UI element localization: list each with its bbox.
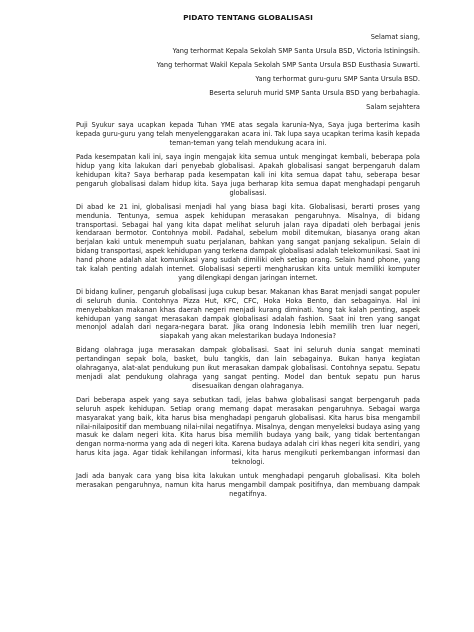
paragraph-transport-telecom: Di abad ke 21 ini, globalisasi menjadi hal yang biasa bagi kita. Globalisasi, berarti proses yang mendunia. Tentunya, semua aspek kehidupan merasakan pengaruhnya. Misalnya, di bidang transportasi. Sebagai hal yang kita dapat melihat seluruh jalan raya dipadati oleh berbagai jenis kendaraan bermotor. Contohnya mobil. Padahal, sebelum mobil ditemukan, biasanya orang akan berjalan kaki untuk menempuh suatu perjalanan, bahkan yang sangat panjang sekalipun. Selain di bidang transportasi, aspek kehidupan yang terkena dampak globalisasi adalah telekomunikasi. Saat ini hand phone adalah alat komunikasi yang sudah dimiliki oleh setiap orang. Selain hand phone, yang tak kalah penting adalah internet. Globalisasi seperti mengharuskan kita untuk memiliki komputer yang dilengkapi dengan jaringan internet. bbox=[76, 202, 420, 282]
paragraph-opening: Puji Syukur saya ucapkan kepada Tuhan YME atas segala karunia-Nya, Saya juga berterima kasih kepada guru-guru yang telah menyelenggarakan acara ini. Tak lupa saya ucapkan terima kasih kepada teman-teman yang telah mendukung acara ini. bbox=[76, 121, 420, 148]
paragraph-culinary-fashion: Di bidang kuliner, pengaruh globalisasi juga cukup besar. Makanan khas Barat menjadi sangat populer di seluruh dunia. Contohnya Pizza Hut, KFC, CFC, Hoka Hoka Bento, dan sebagainya. Hal ini menyebabkan makanan khas daerah negeri menjadi kurang diminati. Yang tak kalah penting, aspek kehidupan yang sangat merasakan dampak globalisasi adalah fashion. Saat ini tren yang sangat menonjol adalah dari negara-negara barat. Jika orang Indonesia lebih memilih tren luar negeri, siapakah yang akan melestarikan budaya Indonesia? bbox=[76, 287, 420, 341]
paragraph-response: Dari beberapa aspek yang saya sebutkan tadi, jelas bahwa globalisasi sangat berpengaruh pada seluruh aspek kehidupan. Setiap orang memang dapat merasakan pengaruhnya. Sebagai warga masyarakat yang baik, kita harus bisa menghadapi pengaruh globalisasi. Kita harus bisa mengambil nilai-nilaipositif dan membuang nilai-nilai negatifnya. Misalnya, dengan menyeleksi budaya asing yang masuk ke dalam negeri kita. Kita harus bisa memilih budaya yang baik, yang tidak bertentangan dengan norma-norma yang ada di negeri kita. Karena budaya adalah ciri khas negeri kita sendiri, yang harus kita jaga. Agar tidak kehilangan informasi, kita harus mengikuti perkembangan informasi dan teknologi. bbox=[76, 395, 420, 467]
address-students: Beserta seluruh murid SMP Santa Ursula BSD yang berbahagia. bbox=[209, 88, 420, 97]
document-title: PIDATO TENTANG GLOBALISASI bbox=[183, 13, 313, 22]
address-principal: Yang terhormat Kepala Sekolah SMP Santa Ursula BSD, Victoria Istiningsih. bbox=[172, 46, 420, 55]
paragraph-introduction: Pada kesempatan kali ini, saya ingin mengajak kita semua untuk mengingat kembali, beberapa pola hidup yang kita lakukan dari penyebab globalisasi. Apakah globalisasi sangat berpengaruh dalam kehidupan kita? Saya berharap pada kesempatan kali ini kita semua dapat tahu, seberapa besar pengaruh globalisasi dalam hidup kita. Saya juga berharap kita semua dapat menghadapi pengaruh globalisasi. bbox=[76, 153, 420, 197]
address-vice-principal: Yang terhormat Wakil Kepala Sekolah SMP Santa Ursula BSD Eusthasia Suwarti. bbox=[156, 60, 420, 69]
paragraph-conclusion: Jadi ada banyak cara yang bisa kita lakukan untuk menghadapi pengaruh globalisasi. Kita boleh merasakan pengaruhnya, namun kita harus mengambil dampak positifnya, dan membuang dampak negatifnya. bbox=[76, 472, 420, 498]
salam-sejahtera: Salam sejahtera bbox=[366, 102, 420, 111]
speech-document bbox=[76, 13, 420, 504]
greeting: Selamat siang, bbox=[370, 33, 420, 41]
address-teachers: Yang terhormat guru-guru SMP Santa Ursula BSD. bbox=[255, 74, 420, 83]
paragraph-sports: Bidang olahraga juga merasakan dampak globalisasi. Saat ini seluruh dunia sangat meminati pertandingan sepak bola, basket, bulu tangkis, dan lain sebagainya. Bukan hanya kegiatan olahraganya, alat-alat pendukung pun ikut merasakan dampak globalisasi. Contohnya sepatu. Sepatu menjadi alat pendukung olahraga yang sangat penting. Model dan bentuk sepatu pun harus disesuaikan dengan olahraganya. bbox=[76, 346, 420, 390]
